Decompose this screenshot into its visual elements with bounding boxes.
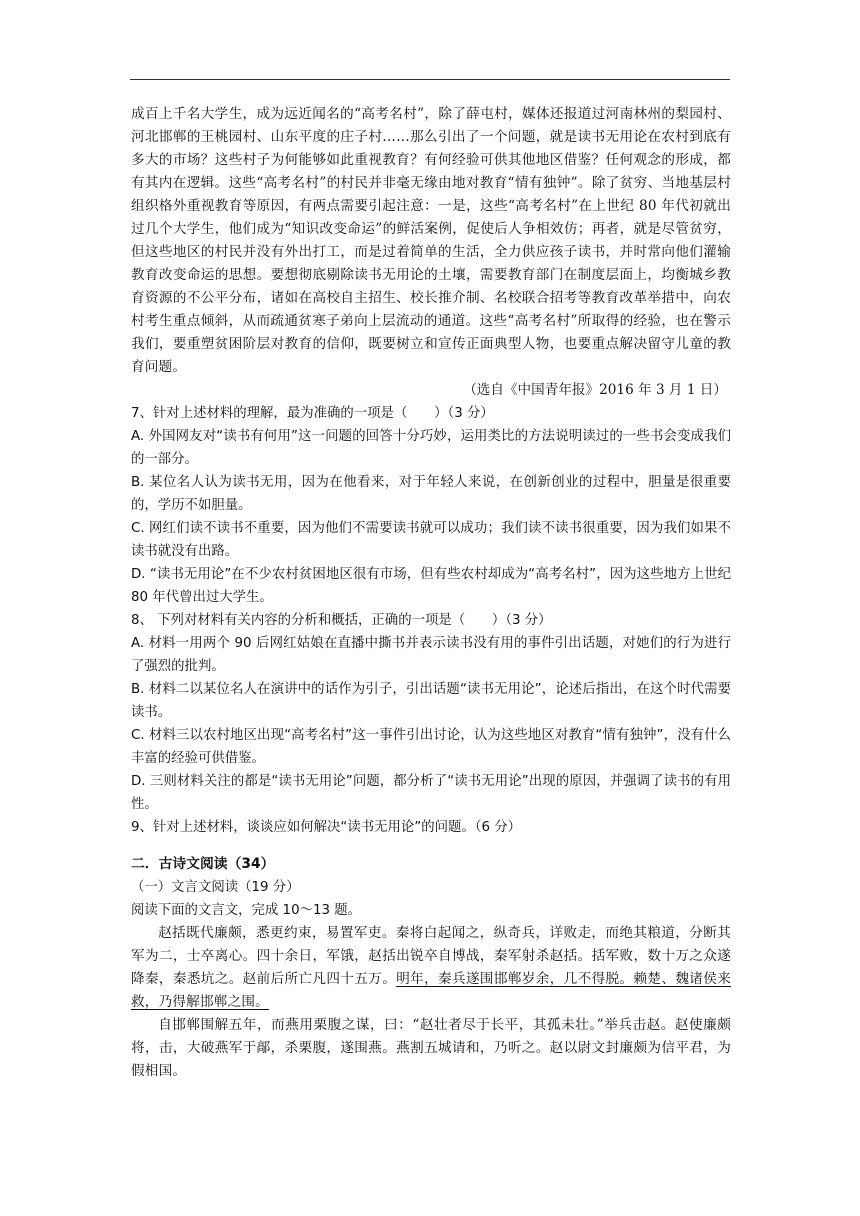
spacer bbox=[131, 839, 731, 853]
reading-instruction: 阅读下面的文言文，完成 10～13 题。 bbox=[131, 903, 362, 918]
content-column bbox=[131, 103, 731, 1083]
question-8-option-a: A. 材料一用两个 90 后网红姑娘在直播中撕书并表示读书没有用的事件引出话题，对她们的行为进行了强烈的批判。 bbox=[131, 636, 731, 674]
question-8-option-d: D. 三则材料关注的都是“读书无用论”问题，都分析了“读书无用论”出现的原因，并强调了读书的有用性。 bbox=[131, 774, 731, 812]
question-8-option-b: B. 材料二以某位名人在演讲中的话作为引子，引出话题“读书无用论”，论述后指出，在这个时代需要读书。 bbox=[131, 682, 731, 720]
section-heading: 二．古诗文阅读（34） bbox=[131, 856, 275, 872]
underlined-sentence: 明年，秦兵遂围邯郸岁余，几不得脱。赖楚、魏诸侯来救，乃得解邯郸之围。 bbox=[131, 971, 731, 1010]
question-7-option-c: C. 网红们读不读书不重要，因为他们不需要读书就可以成功；我们读不读书很重要，因为我们如果不读书就没有出路。 bbox=[131, 521, 731, 559]
question-7-option-b: B. 某位名人认为读书无用，因为在他看来，对于年轻人来说，在创新创业的过程中，胆量是很重要的，学历不如胆量。 bbox=[131, 475, 731, 513]
question-7-option-d: D. “读书无用论”在不少农村贫困地区很有市场，但有些农村却成为“高考名村”，因为这些地方上世纪 80 年代曾出过大学生。 bbox=[131, 567, 731, 605]
classical-paragraph-1 bbox=[131, 922, 731, 1014]
question-7-stem: 7、针对上述材料的理解，最为准确的一项是（ ）（3 分） bbox=[131, 406, 494, 421]
header-rule bbox=[130, 79, 730, 80]
classical-paragraph-2: 自邯郸围解五年，而燕用栗腹之谋，曰：“赵壮者尽于长平，其孤未壮。”举兵击赵。赵使廉颇将，击，大破燕军于鄗，杀栗腹，遂围燕。燕割五城请和，乃听之。赵以尉文封廉颇为信平君，为假相国。 bbox=[131, 1017, 731, 1079]
source-citation: （选自《中国青年报》2016 年 3 月 1 日） bbox=[463, 382, 727, 398]
subsection-heading: （一）文言文阅读（19 分） bbox=[131, 880, 300, 895]
question-8-option-c: C. 材料三以农村地区出现“高考名村”这一事件引出讨论，认为这些地区对教育“情有独钟”，没有什么丰富的经验可供借鉴。 bbox=[131, 728, 731, 766]
classical-text: 赵括既代廉颇，悉更约束，易置军吏。秦将白起闻之，纵奇兵，详败走，而绝其粮道，分断其军为二，士卒离心。四十余日，军饿，赵括出锐卒自博战，秦军射杀赵括。括军败，数十万之众遂降秦，秦悉坑之。赵前后所亡凡四十五万。 bbox=[131, 925, 731, 987]
question-8-stem: 8、 下列对材料有关内容的分析和概括，正确的一项是（ ）（3 分） bbox=[131, 613, 552, 628]
question-7-option-a: A. 外国网友对“读书有何用”这一问题的回答十分巧妙，运用类比的方法说明读过的一些书会变成我们的一部分。 bbox=[131, 429, 731, 467]
question-9: 9、针对上述材料，谈谈应如何解决“读书无用论”的问题。（6 分） bbox=[131, 820, 522, 835]
passage-paragraph: 成百上千名大学生，成为远近闻名的“高考名村”，除了薛屯村，媒体还报道过河南林州的梨园村、河北邯郸的王桃园村、山东平度的庄子村……那么引出了一个问题，就是读书无用论在农村到底有多大的市场？这些村子为何能够如此重视教育？有何经验可供其他地区借鉴？任何观念的形成，都有其内在逻辑。这些“高考名村”的村民并非毫无缘由地对教育“情有独钟”。除了贫穷、当地基层村组织格外重视教育等原因，有两点需要引起注意：一是，这些“高考名村”在上世纪 80 年代初就出过几个大学生，他们成为“知识改变命运”的鲜活案例，促使后人争相效仿；再者，就是尽管贫穷，但这些地区的村民并没有外出打工，而是过着简单的生活，全力供应孩子读书，并时常向他们灌输教育改变命运的思想。要想彻底剔除读书无用论的土壤，需要教育部门在制度层面上，均衡城乡教育资源的不公平分布，诸如在高校自主招生、校长推介制、名校联合招考等教育改革举措中，向农村考生重点倾斜，从而疏通贫寒子弟向上层流动的通道。这些“高考名村”所取得的经验，也在警示我们，要重塑贫困阶层对教育的信仰，既要树立和宣传正面典型人物，也要重点解决留守儿童的教育问题。 bbox=[131, 106, 731, 375]
